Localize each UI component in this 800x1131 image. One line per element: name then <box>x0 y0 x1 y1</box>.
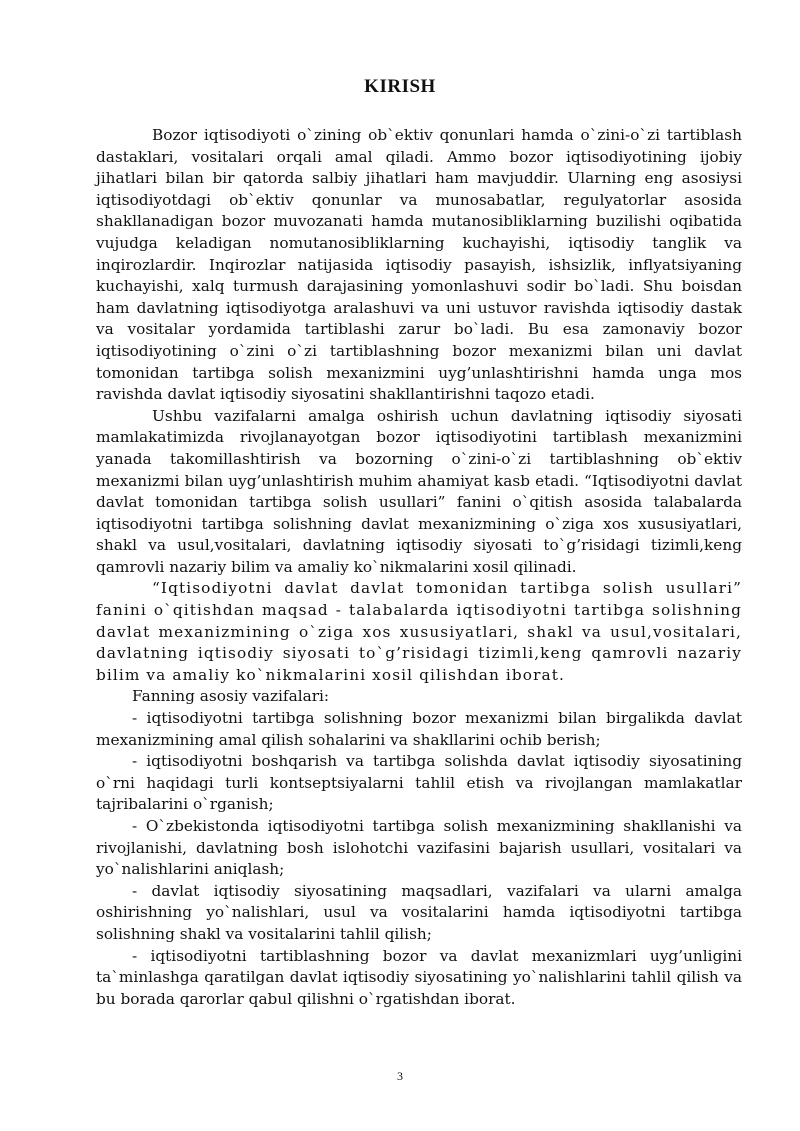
task-item: - iqtisodiyotni boshqarish va tartibga solishda davlat iqtisodiy siyosatining o`rni haqidagi turli kontseptsiyalarni tahlil etish va rivojlangan mamlakatlar tajribalarini o`rganish; <box>96 752 742 814</box>
page-number: 3 <box>397 1069 403 1083</box>
task-item: - davlat iqtisodiy siyosatining maqsadlari, vazifalari va ularni amalga oshirishning yo`nalishlari, usul va vositalarini hamda iqtisodiyotni tartibga solishning shakl va vositalarini tahlil qilish; <box>96 881 742 943</box>
paragraph-goals: Ushbu vazifalarni amalga oshirish uchun davlatning iqtisodiy siyosati mamlakatimizda rivojlanayotgan bozor iqtisodiyotini tartiblash mexanizmini yanada takomillashtirish va bozorning o`zini-o`zi tartiblashning ob`ektiv mexanizmi bilan uyg’unlashtirish muhim ahamiyat kasb etadi. “Iqtisodiyotni davlat davlat tomonidan tartibga solish usullari” fanini o`qitish asosida talabalarda iqtisodiyotni tartibga solishning davlat mexanizmining o`ziga xos xususiyatlari, shakl va usul,vositalari, davlatning iqtisodiy siyosati to`g’risidagi tizimli,keng qamrovli nazariy bilim va amaliy ko`nikmalarini xosil qilinadi. <box>96 406 742 576</box>
page-title: KIRISH <box>364 76 436 97</box>
task-item: - iqtisodiyotni tartibga solishning bozor mexanizmi bilan birgalikda davlat mexanizmining amal qilish sohalarini va shakllarini ochib berish; <box>96 709 742 749</box>
task-item: - iqtisodiyotni tartiblashning bozor va davlat mexanizmlari uyg’unligini ta`minlashga qaratilgan davlat iqtisodiy siyosatining yo`nalishlarini tahlil qilish va bu borada qarorlar qabul qilishni o`rgatishdan iborat. <box>96 946 742 1008</box>
tasks-heading: Fanning asosiy vazifalari: <box>132 687 330 706</box>
task-item: - O`zbekistonda iqtisodiyotni tartibga solish mexanizmining shakllanishi va rivojlanishi, davlatning bosh islohotchi vazifasini bajarish usullari, vositalari va yo`nalishlarini aniqlash; <box>96 817 742 879</box>
paragraph-purpose: “Iqtisodiyotni davlat davlat tomonidan tartibga solish usullari” fanini o`qitishdan maqsad - talabalarda iqtisodiyotni tartibga solishning davlat mexanizmining o`ziga xos xususiyatlari, shakl va usul,vositalari, davlatning iqtisodiy siyosati to`g’risidagi tizimli,keng qamrovli nazariy bilim va amaliy ko`nikmalarini xosil qilishdan iborat. <box>96 579 742 684</box>
body-text <box>96 125 742 1010</box>
paragraph-intro: Bozor iqtisodiyoti o`zining ob`ektiv qonunlari hamda o`zini-o`zi tartiblash dastaklari, vositalari orqali amal qiladi. Ammo bozor iqtisodiyotining ijobiy jihatlari bilan bir qatorda salbiy jihatlari ham mavjuddir. Ularning eng asosiysi iqtisodiyotdagi ob`ektiv qonunlar va munosabatlar, regulyatorlar asosida shakllanadigan bozor muvozanati hamda mutanosibliklarning buzilishi oqibatida vujudga keladigan nomutanosibliklarning kuchayishi, iqtisodiy tanglik va inqirozlardir. Inqirozlar natijasida iqtisodiy pasayish, ishsizlik, inflyatsiyaning kuchayishi, xalq turmush darajasining yomonlashuvi sodir bo`ladi. Shu boisdan ham davlatning iqtisodiyotga aralashuvi va uni ustuvor ravishda iqtisodiy dastak va vositalar yordamida tartiblashi zarur bo`ladi. Bu esa zamonaviy bozor iqtisodiyotining o`zini o`zi tartiblashning bozor mexanizmi bilan uni davlat tomonidan tartibga solish mexanizmini uyg’unlashtirishni hamda unga mos ravishda davlat iqtisodiy siyosatini shakllantirishni taqozo etadi. <box>96 126 742 404</box>
